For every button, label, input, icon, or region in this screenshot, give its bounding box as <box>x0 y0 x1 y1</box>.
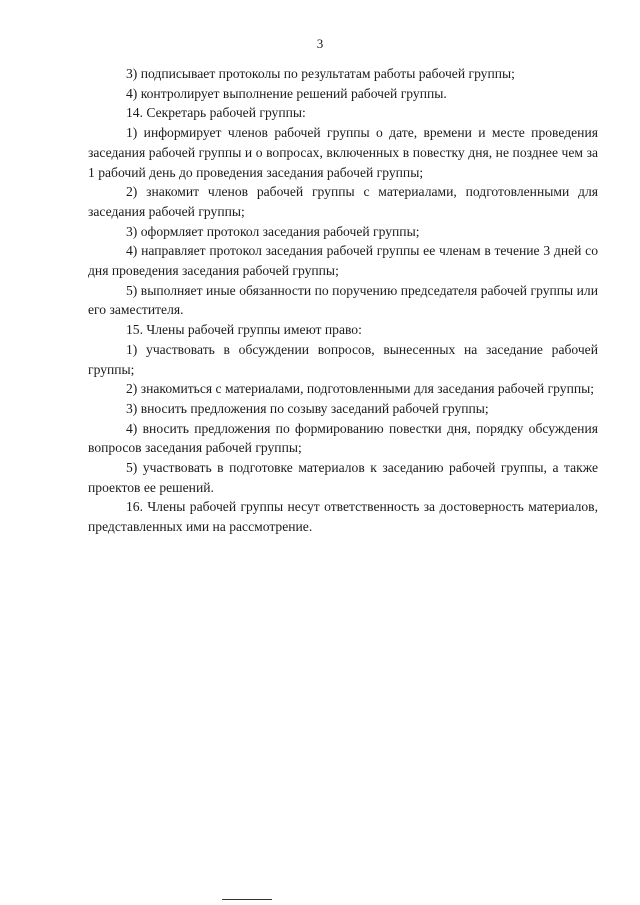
document-body <box>88 64 598 537</box>
footer-divider <box>222 899 272 900</box>
paragraph: 2) знакомит членов рабочей группы с материалами, подготовленными для заседания рабочей группы; <box>88 184 598 219</box>
paragraph: 3) вносить предложения по созыву заседаний рабочей группы; <box>126 400 489 416</box>
paragraph: 3) подписывает протоколы по результатам работы рабочей группы; <box>126 66 515 81</box>
section-heading: 16. Члены рабочей группы несут ответственность за достоверность материалов, представленных ими на рассмотрение. <box>88 499 598 535</box>
paragraph: 2) знакомиться с материалами, подготовленными для заседания рабочей группы; <box>126 381 595 397</box>
page-number: 3 <box>316 36 324 51</box>
paragraph: 5) выполняет иные обязанности по поручению председателя рабочей группы или его заместителя. <box>88 282 598 318</box>
paragraph: 3) оформляет протокол заседания рабочей группы; <box>126 223 420 239</box>
section-heading: 14. Секретарь рабочей группы: <box>126 105 306 121</box>
paragraph: 1) участвовать в обсуждении вопросов, вынесенных на заседание рабочей группы; <box>88 341 598 377</box>
paragraph: 5) участвовать в подготовке материалов к заседанию рабочей группы, а также проектов ее решений. <box>88 460 598 495</box>
paragraph: 4) направляет протокол заседания рабочей группы ее членам в течение 3 дней со дня проведения заседания рабочей группы; <box>88 243 598 279</box>
paragraph: 1) информирует членов рабочей группы о дате, времени и месте проведения заседания рабочей группы и о вопросах, включенных в повестку дня, не позднее чем за 1 рабочий день до проведения заседания рабочей группы; <box>88 125 598 180</box>
paragraph: 4) вносить предложения по формированию повестки дня, порядку обсуждения вопросов заседания рабочей группы; <box>88 420 598 456</box>
paragraph: 4) контролирует выполнение решений рабочей группы. <box>126 85 447 101</box>
section-heading: 15. Члены рабочей группы имеют право: <box>126 322 362 338</box>
